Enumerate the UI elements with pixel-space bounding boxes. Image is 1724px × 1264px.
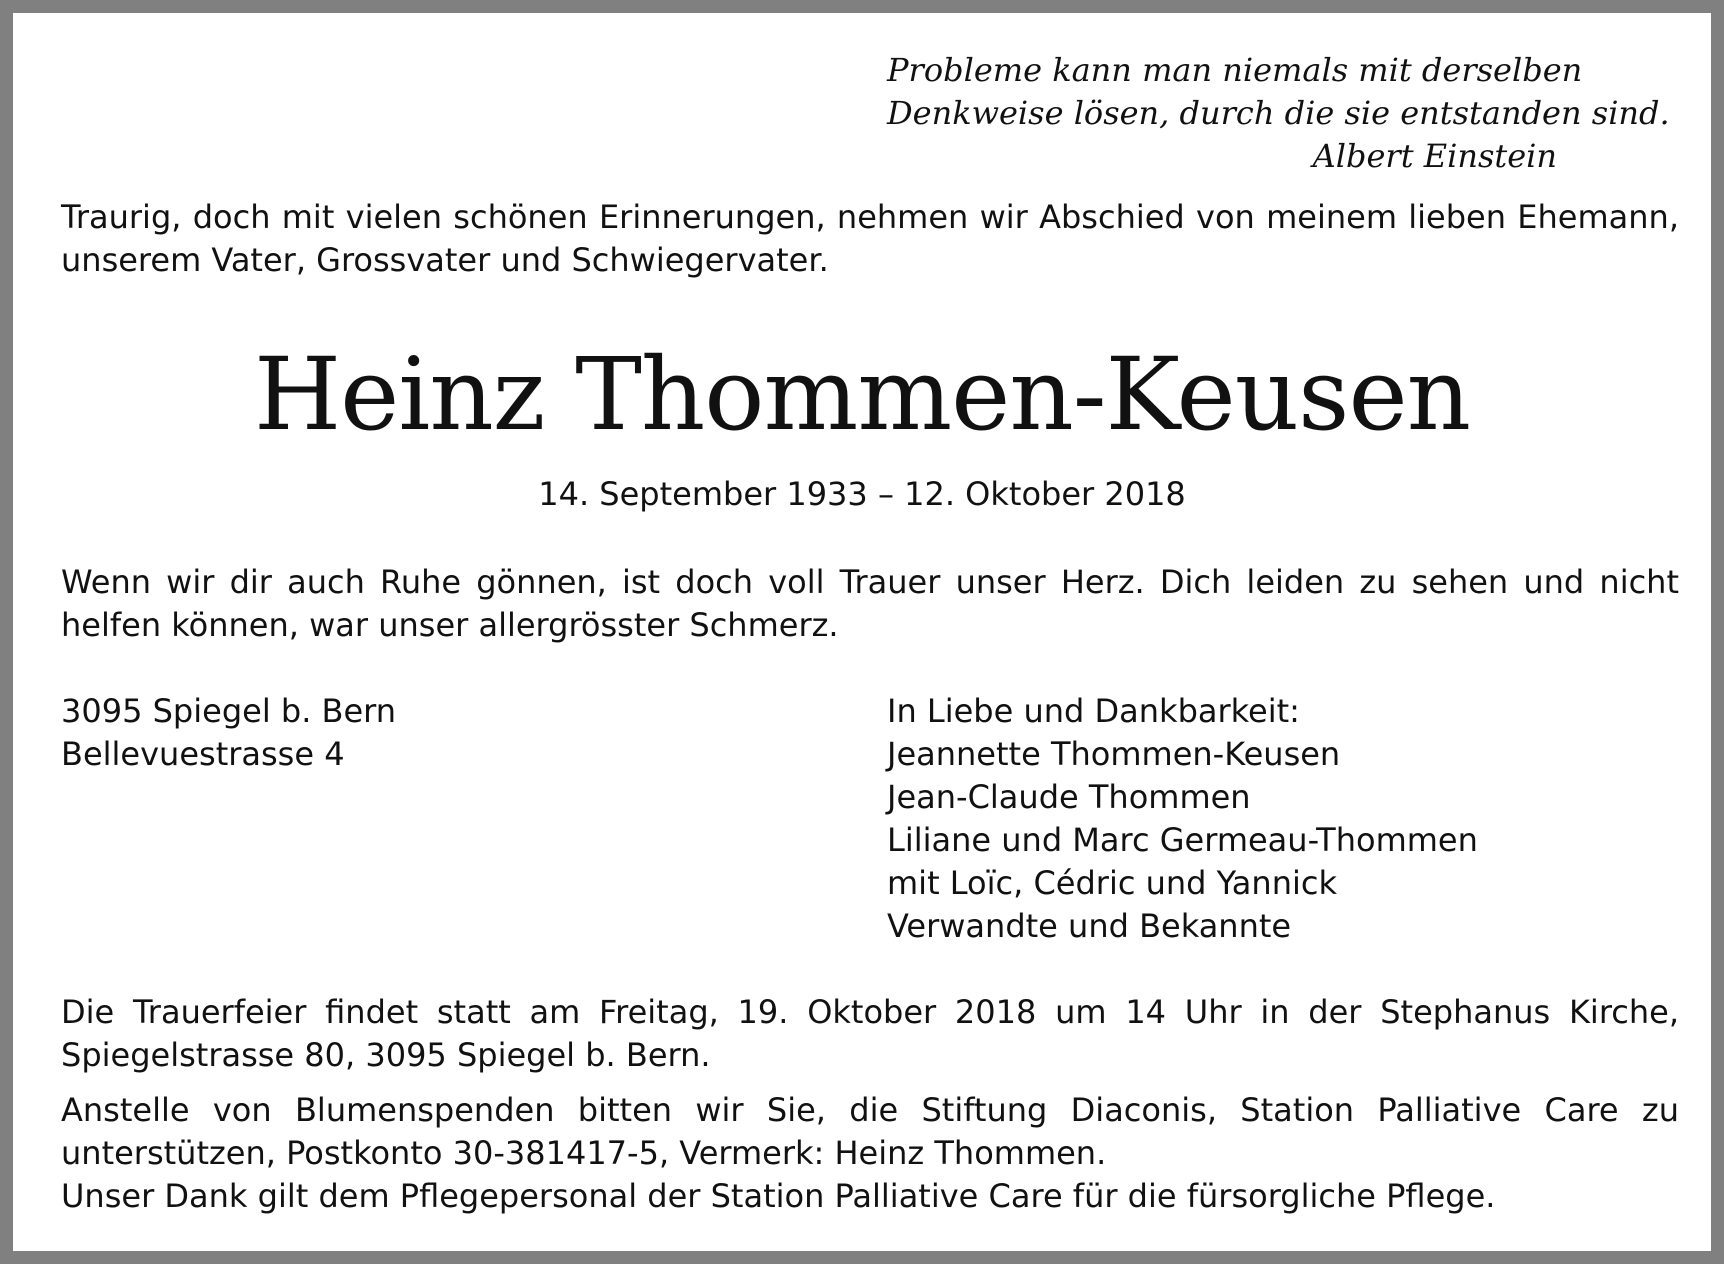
intro-paragraph: Traurig, doch mit vielen schönen Erinnerungen, nehmen wir Abschied von meinem lieben Ehemann, unserem Vater, Grossvater und Schwiegervater. (61, 198, 1679, 279)
mourner-name: Jeannette Thommen-Keusen (887, 735, 1341, 773)
address-line: 3095 Spiegel b. Bern (61, 692, 397, 730)
epigraph-quote (887, 49, 1670, 178)
quote-line: Denkweise lösen, durch die sie entstanden sind. (887, 94, 1670, 132)
thanks-paragraph: Unser Dank gilt dem Pflegepersonal der Station Palliative Care für die fürsorgliche Pflege. (61, 1177, 1496, 1215)
deceased-name: Heinz Thommen-Keusen (253, 336, 1471, 453)
mourner-name: Verwandte und Bekannte (887, 907, 1292, 945)
life-dates: 14. September 1933 – 12. Oktober 2018 (538, 475, 1186, 513)
obituary-page (13, 13, 1711, 1251)
address-line: Bellevuestrasse 4 (61, 735, 345, 773)
ceremony-paragraph: Die Trauerfeier findet statt am Freitag, 19. Oktober 2018 um 14 Uhr in der Stephanus Kirche, Spiegelstrasse 80, 3095 Spiegel b. Bern. (61, 993, 1679, 1074)
mourner-name: Liliane und Marc Germeau-Thommen (887, 821, 1478, 859)
mourner-name: mit Loïc, Cédric und Yannick (887, 864, 1337, 902)
mourner-name: Jean-Claude Thommen (887, 778, 1251, 816)
address-block (61, 690, 761, 776)
donation-paragraph: Anstelle von Blumenspenden bitten wir Sie, die Stiftung Diaconis, Station Palliative Care zu unterstützen, Postkonto 30-381417-5, Vermerk: Heinz Thommen. (61, 1091, 1679, 1172)
verse-paragraph: Wenn wir dir auch Ruhe gönnen, ist doch voll Trauer unser Herz. Dich leiden zu sehen und nicht helfen können, war unser allergrösster Schmerz. (61, 563, 1679, 644)
donation-block (61, 1089, 1679, 1218)
quote-author: Albert Einstein (1312, 137, 1557, 175)
quote-line: Probleme kann man niemals mit derselben (887, 51, 1583, 89)
mourners-block (887, 690, 1687, 948)
mourners-heading: In Liebe und Dankbarkeit: (887, 692, 1300, 730)
